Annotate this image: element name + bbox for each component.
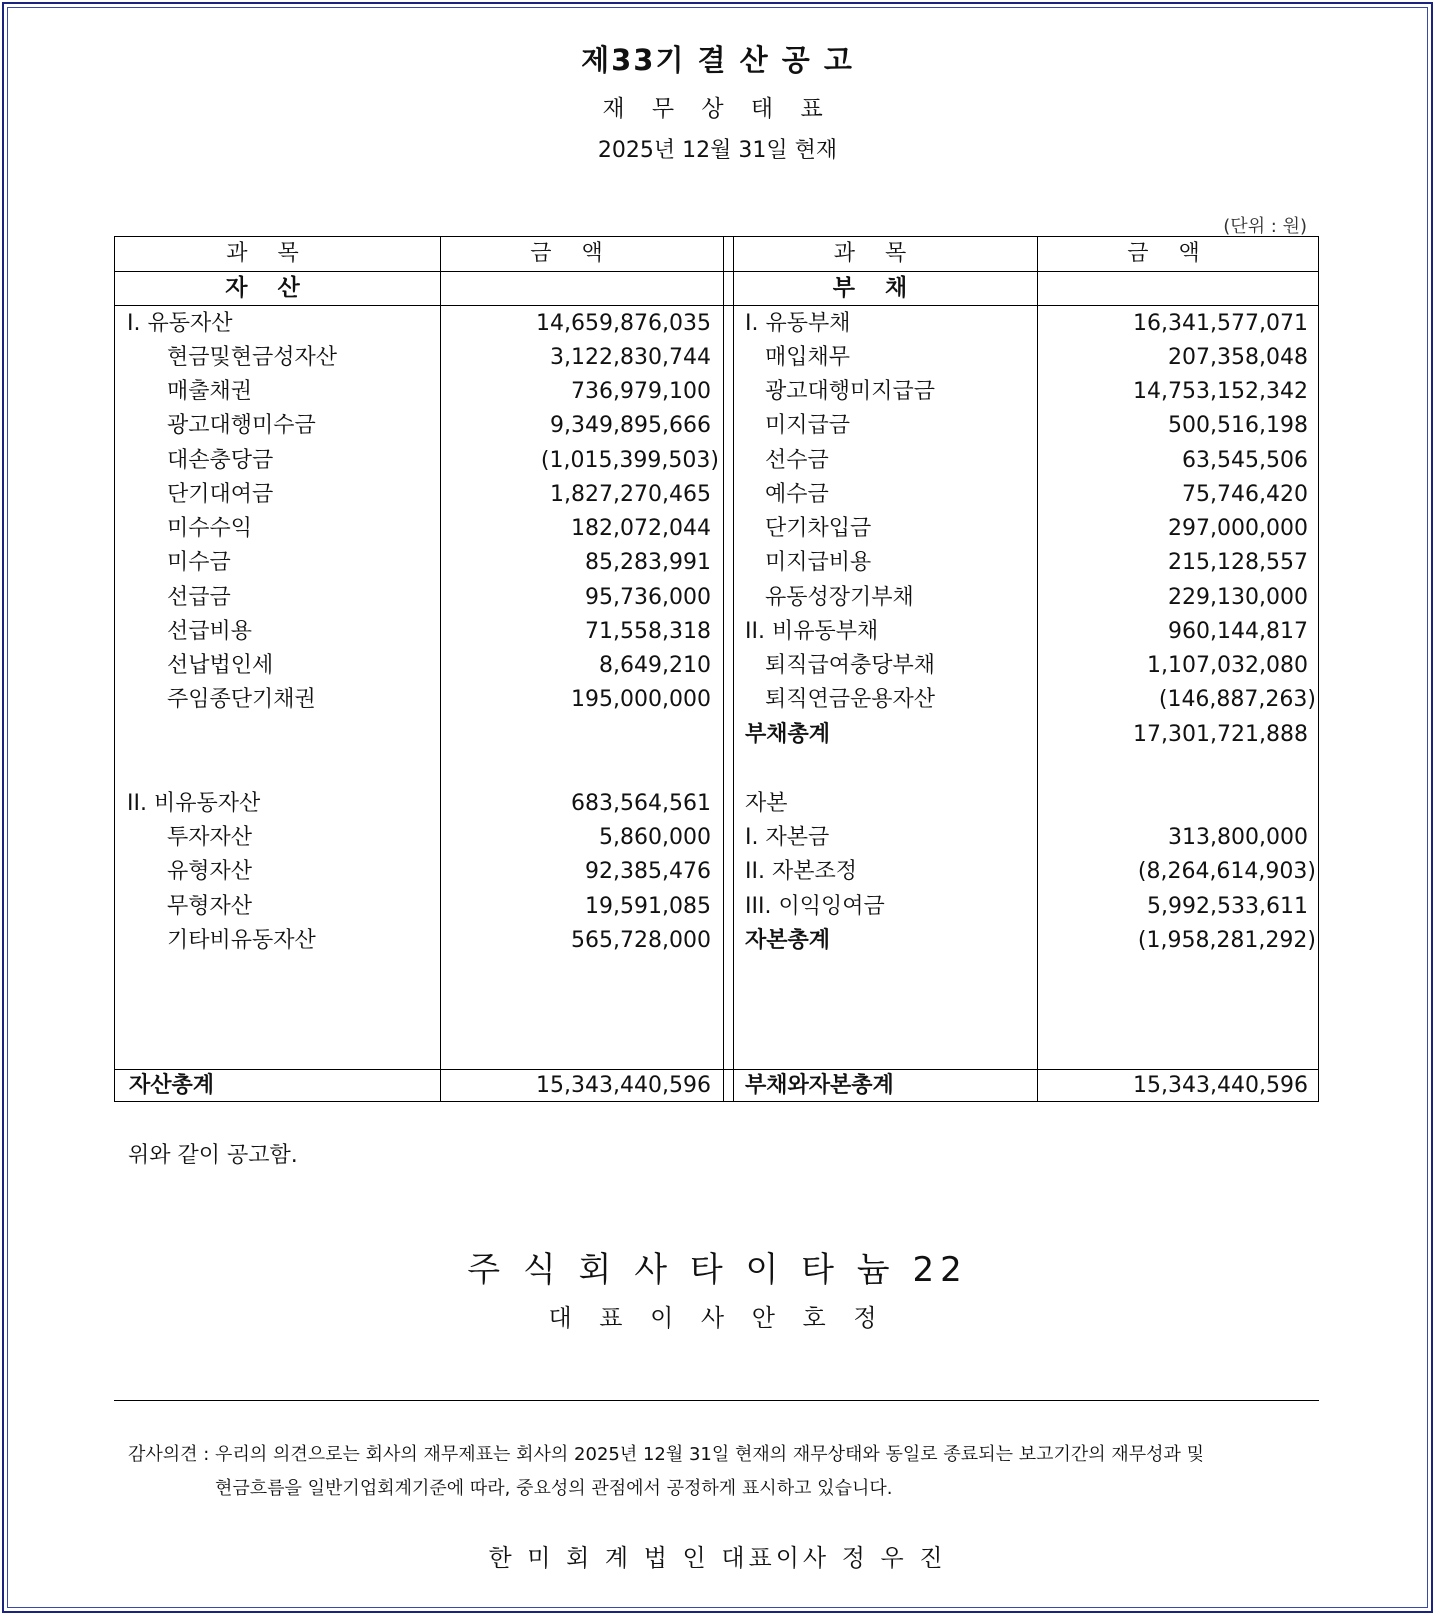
liability-label: 퇴직연금운용자산	[765, 687, 936, 712]
liability-amount: 16,341,577,071	[1133, 311, 1308, 336]
col-header-amount: 금액	[530, 241, 633, 266]
liability-label: 광고대행미지급금	[765, 379, 936, 404]
total-assets-label: 자산총계	[129, 1073, 215, 1098]
asset-label: 선납법인세	[167, 653, 274, 678]
liability-label: 매입채무	[765, 345, 851, 370]
equity-label: III. 이익잉여금	[745, 894, 885, 919]
asset-amount: 5,860,000	[599, 825, 711, 850]
asset-label: 현금및현금성자산	[167, 345, 338, 370]
total-liabilities-amount: 17,301,721,888	[1133, 722, 1308, 747]
double-divider-right	[733, 237, 734, 1101]
equity-label: I. 자본금	[745, 825, 830, 850]
total-assets-amount: 15,343,440,596	[536, 1073, 711, 1098]
equity-heading: 자본	[745, 791, 788, 816]
liability-label: 선수금	[765, 448, 829, 473]
liability-amount: 960,144,817	[1168, 619, 1308, 644]
equity-label: II. 자본조정	[745, 859, 857, 884]
page-title: 제33기 결 산 공 고	[581, 43, 854, 77]
asset-label: 주임종단기채권	[167, 687, 316, 712]
asset-label: 미수수익	[167, 516, 253, 541]
asset-amount: 182,072,044	[571, 516, 711, 541]
section-divider	[115, 305, 1318, 306]
audit-opinion-line1: 감사의견 : 우리의 의견으로는 회사의 재무제표는 회사의 2025년 12월 31일 현재의 재무상태와 동일로 종료되는 보고기간의 재무성과 및	[128, 1444, 1205, 1465]
asset-amount: (1,015,399,503)	[540, 448, 719, 473]
liability-amount: 63,545,506	[1182, 448, 1308, 473]
footer-divider	[114, 1400, 1319, 1401]
asset-label: 무형자산	[167, 894, 253, 919]
asset-label: 유형자산	[167, 859, 253, 884]
asset-label: 투자자산	[167, 825, 253, 850]
asset-label: 기타비유동자산	[167, 928, 316, 953]
asset-amount: 71,558,318	[585, 619, 711, 644]
asset-amount: 85,283,991	[585, 550, 711, 575]
company-name: 주 식 회 사 타 이 타 늄 22	[467, 1250, 968, 1290]
asset-label: 대손충당금	[167, 448, 274, 473]
asset-amount: 565,728,000	[571, 928, 711, 953]
liability-amount: 229,130,000	[1168, 585, 1308, 610]
col-header-subject: 과목	[226, 241, 329, 266]
asset-label: 단기대여금	[167, 482, 274, 507]
notice-text: 위와 같이 공고함.	[128, 1143, 298, 1168]
asset-amount: 195,000,000	[571, 687, 711, 712]
asset-amount: 9,349,895,666	[550, 413, 711, 438]
liability-label: 예수금	[765, 482, 829, 507]
audit-opinion-line2: 현금흐름을 일반기업회계기준에 따라, 중요성의 관점에서 공정하게 표시하고 있습니다.	[215, 1478, 893, 1499]
auditor-signature: 한 미 회 계 법 인 대표이사 정 우 진	[488, 1544, 947, 1572]
liabilities-heading: 부채	[832, 275, 938, 301]
liability-label: 유동성장기부채	[765, 585, 914, 610]
asset-label: 매출채권	[167, 379, 253, 404]
asset-amount: 8,649,210	[599, 653, 711, 678]
asset-amount: 736,979,100	[571, 379, 711, 404]
ceo-name: 대 표 이 사 안 호 정	[548, 1304, 887, 1332]
total-equity-amount: (1,958,281,292)	[1137, 928, 1316, 953]
total-equity-label: 자본총계	[745, 928, 831, 953]
asset-label: II. 비유동자산	[127, 791, 261, 816]
equity-amount: 313,800,000	[1168, 825, 1308, 850]
liability-label: 퇴직급여충당부채	[765, 653, 936, 678]
asset-amount: 95,736,000	[585, 585, 711, 610]
liability-label: II. 비유동부채	[745, 619, 879, 644]
asset-label: 선급금	[167, 585, 231, 610]
unit-label: (단위 : 원)	[1223, 216, 1307, 237]
asset-amount: 19,591,085	[585, 894, 711, 919]
liability-amount: 500,516,198	[1168, 413, 1308, 438]
double-divider-left	[723, 237, 724, 1101]
total-liabilities-equity-amount: 15,343,440,596	[1133, 1073, 1308, 1098]
asset-label: 광고대행미수금	[167, 413, 316, 438]
equity-amount: 5,992,533,611	[1147, 894, 1308, 919]
total-liabilities-label: 부채총계	[745, 722, 831, 747]
liability-label: 미지급비용	[765, 550, 872, 575]
col-header-amount: 금액	[1127, 241, 1230, 266]
asset-amount: 14,659,876,035	[536, 311, 711, 336]
asset-amount: 92,385,476	[585, 859, 711, 884]
equity-amount: (8,264,614,903)	[1137, 859, 1316, 884]
statement-date: 2025년 12월 31일 현재	[597, 138, 838, 163]
liability-label: 단기차입금	[765, 516, 872, 541]
assets-heading: 자산	[225, 275, 330, 301]
asset-amount: 683,564,561	[571, 791, 711, 816]
asset-label: 미수금	[167, 550, 231, 575]
asset-label: I. 유동자산	[127, 311, 233, 336]
liability-amount: 75,746,420	[1182, 482, 1308, 507]
statement-name: 재 무 상 태 표	[602, 96, 833, 122]
asset-amount: 3,122,830,744	[550, 345, 711, 370]
asset-label: 선급비용	[167, 619, 253, 644]
asset-amount: 1,827,270,465	[550, 482, 711, 507]
total-liabilities-equity-label: 부채와자본총계	[745, 1073, 894, 1098]
liability-label: 미지급금	[765, 413, 851, 438]
liability-amount: 297,000,000	[1168, 516, 1308, 541]
col-header-subject: 과목	[833, 241, 937, 266]
liability-amount: 215,128,557	[1168, 550, 1308, 575]
liability-amount: 14,753,152,342	[1133, 379, 1308, 404]
liability-amount: (146,887,263)	[1158, 687, 1316, 712]
liability-amount: 1,107,032,080	[1147, 653, 1308, 678]
liability-amount: 207,358,048	[1168, 345, 1308, 370]
balance-sheet-table	[114, 236, 1319, 1102]
liability-label: I. 유동부채	[745, 311, 851, 336]
